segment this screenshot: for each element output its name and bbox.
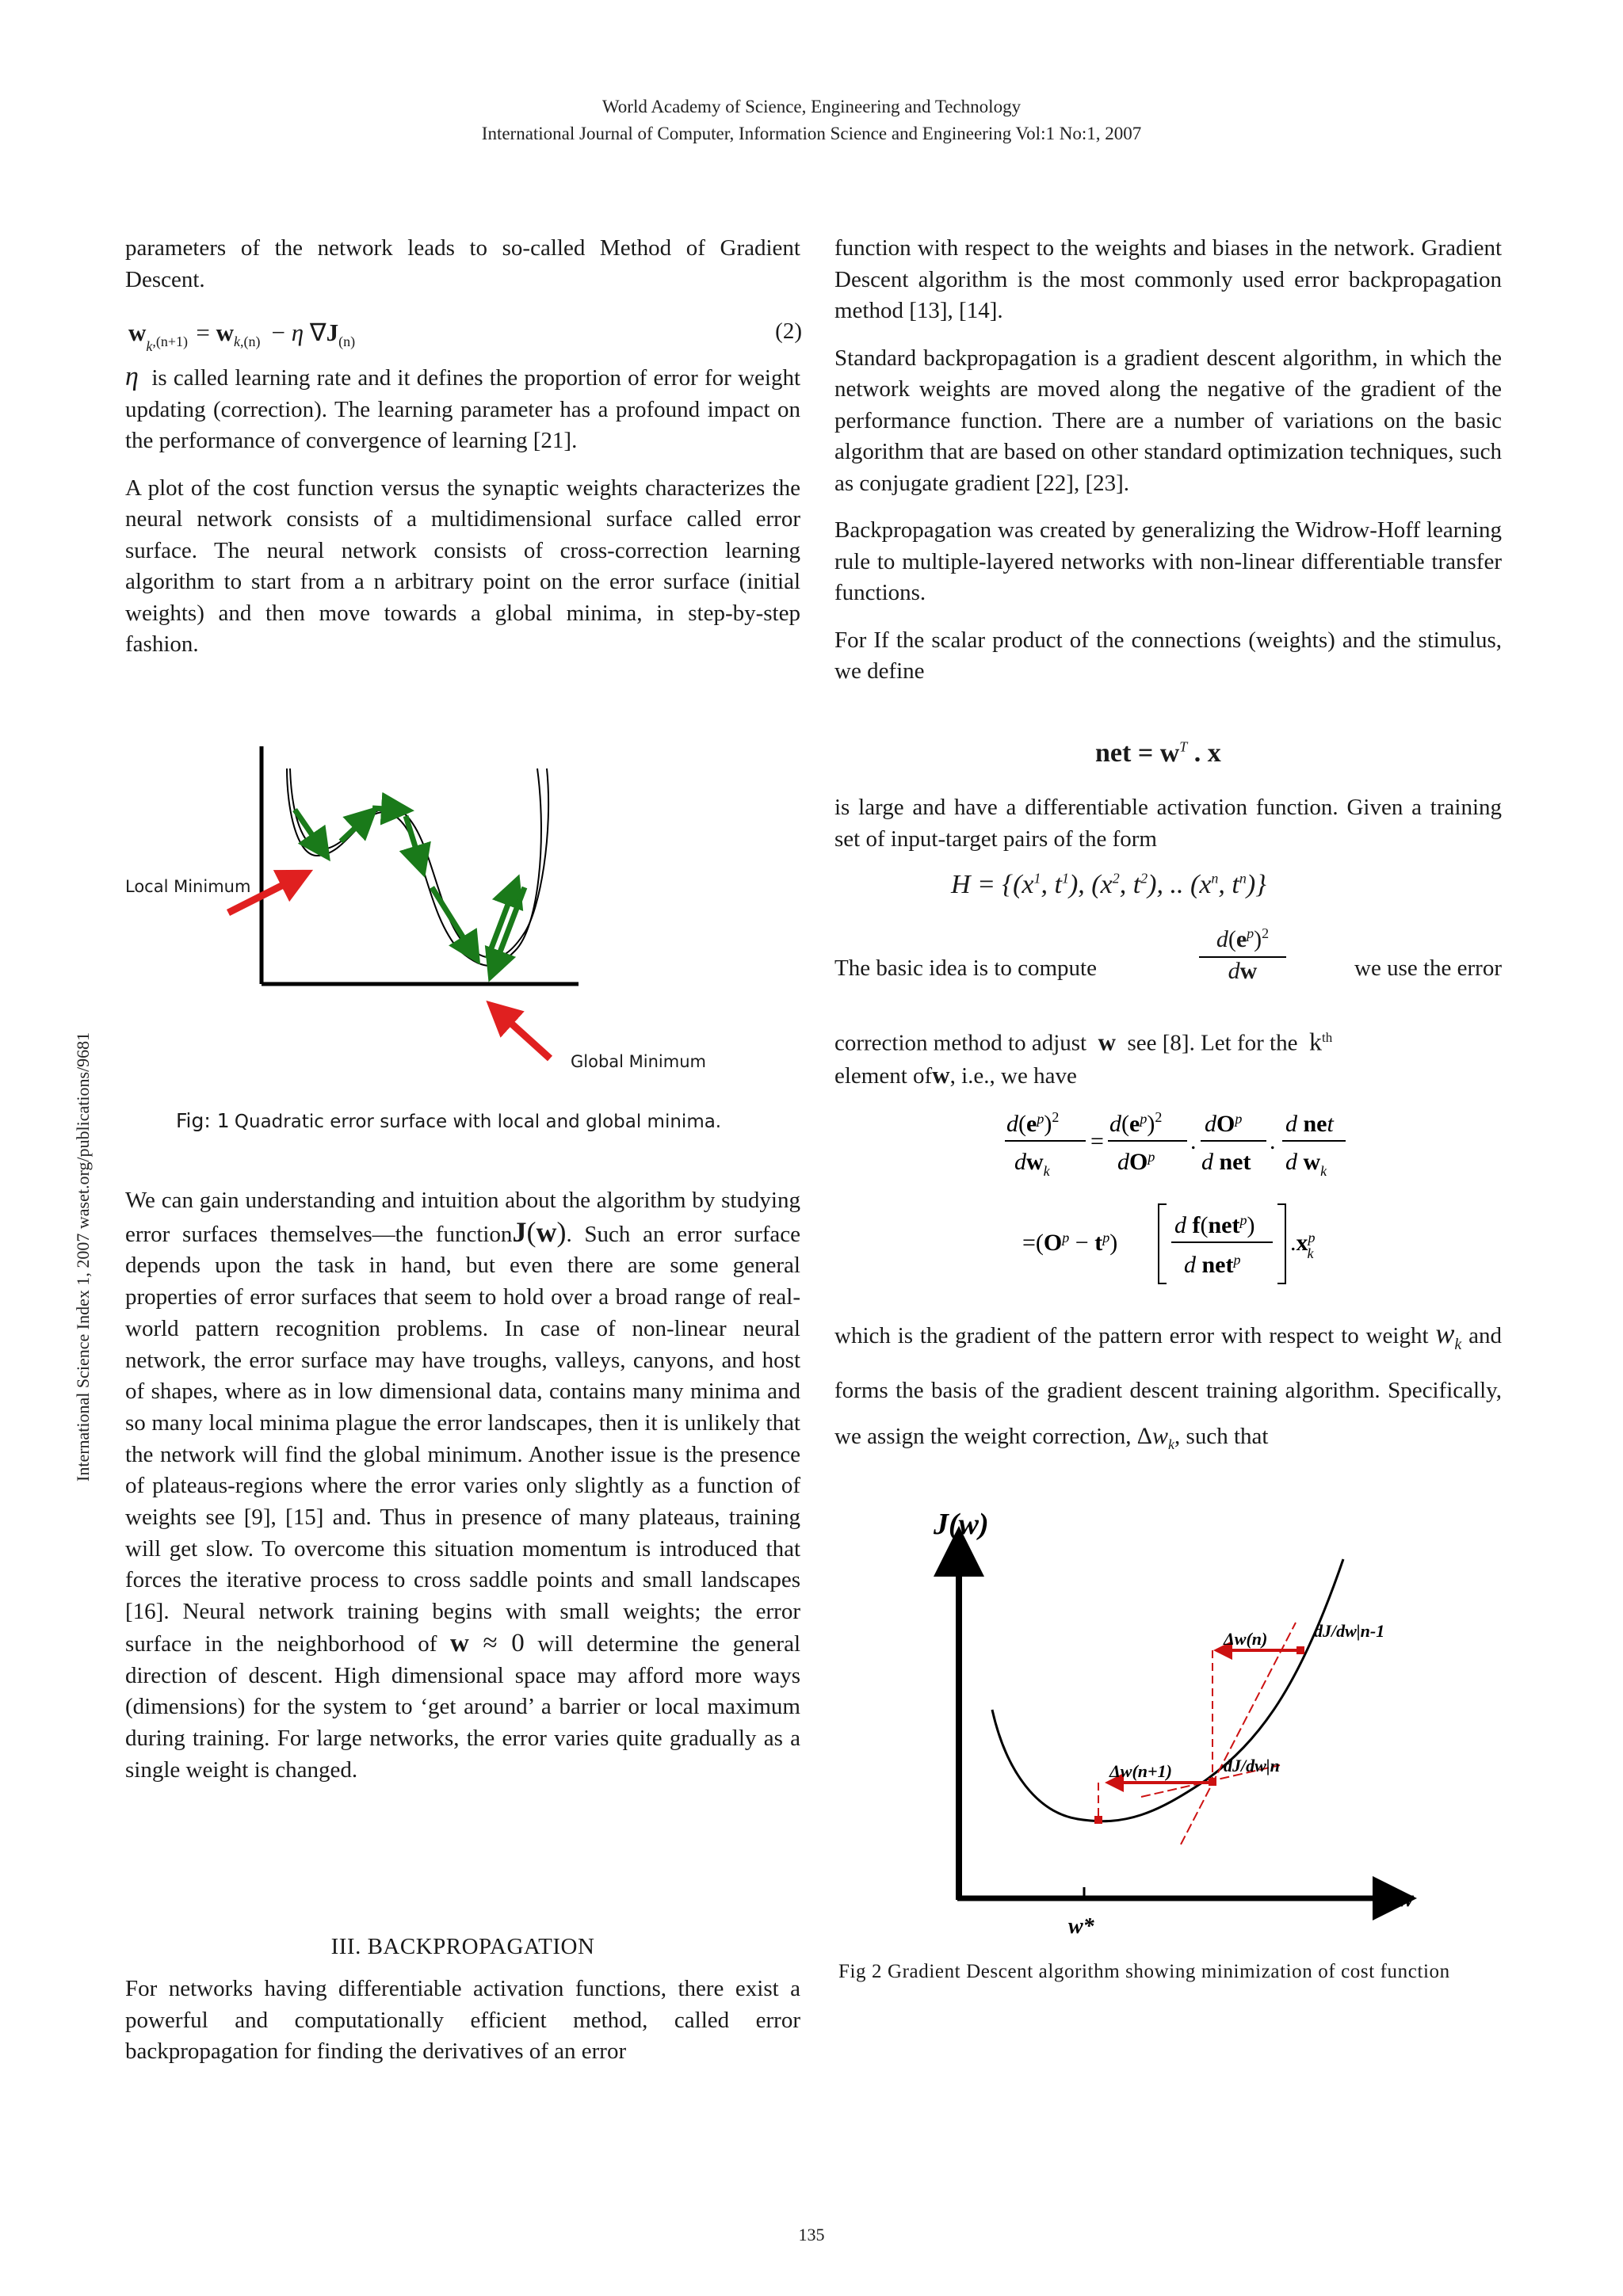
svg-text:d net: d net xyxy=(1285,1111,1334,1137)
text-run: We can gain understanding and intuition about the algorithm by studying error surfaces themselves—the function xyxy=(125,1188,800,1247)
journal-header-line1: World Academy of Science, Engineering and Technology xyxy=(601,97,1022,116)
paragraph-error-surface: We can gain understanding and intuition about the algorithm by studying error surfaces themselves—the functionJ(w). Such an error surface depends upon the task in hand, but even there are some general properties of error surfaces that seem to hold over a broad range of real-world pattern recognition problems. In case of non-linear neural network, the error surface may have troughs, valleys, canyons, and host of shapes, where as in low dimensional data, contains many minima and so many local minima plague the error landscapes, then it is unlikely that the network will find the global minimum. Another issue is the presence of plateaus-regions where the error varies only slightly as a function of weights see [9], [15] and. Thus in presence of many plateaus, training will get slow. To overcome this situation momentum is introduced that forces the iterative process to cross saddle points and small landscapes [16]. Neural network training begins with small weights; the error surface in the neighborhood of w ≈ 0 will determine the general direction of descent. High dimensional space may afford more ways (dimensions) for the system to ‘get around’ a barrier or local maximum during training. For large networks, the error varies quite gradually as a single weight is changed. xyxy=(125,1188,801,1783)
svg-text:=(Op − tp): $=(O^p - t^p)$ xyxy=(1022,1230,1118,1256)
svg-text:d(ep)2: $d(e^p)^2$ xyxy=(1109,1109,1163,1137)
fig2-delta-n: Δw(n) xyxy=(1224,1629,1268,1649)
svg-text:dOp: $dO^p$ xyxy=(1205,1111,1243,1137)
figure-2-gradient-descent xyxy=(919,1496,1458,1939)
correction-line: correction method to adjust w see [8]. Let for the $k^{th}$ element ofw, i.e., we have xyxy=(834,1027,1333,1089)
fig1-local-min-label: Local Minimum xyxy=(125,877,251,896)
text-run: which is the gradient of the pattern error with respect to weight xyxy=(834,1323,1429,1348)
paragraph-eta: η is called learning rate and it defines the proportion of error for weight updating (correction). The learning parameter has a profound impact on the performance of convergence of learning [21]. xyxy=(125,362,801,453)
page-number: 135 xyxy=(798,2225,825,2245)
left-column xyxy=(125,233,800,311)
svg-text:d(ep)2: $d(e^p)^2$ xyxy=(1006,1109,1060,1137)
fig2-x-label: w xyxy=(1398,1886,1415,1912)
svg-text:.: . xyxy=(1190,1128,1197,1154)
fig1-caption-label: Fig: 1 xyxy=(176,1109,230,1132)
journal-header-line2: International Journal of Computer, Information Science and Engineering Vol:1 No:1, 2007 xyxy=(481,124,1142,143)
fig1-global-min-label: Global Minimum xyxy=(571,1052,706,1071)
svg-text:.: . xyxy=(1270,1128,1276,1154)
fig1-caption-text: Quadratic error surface with local and global minima. xyxy=(234,1112,722,1132)
text-run: , i.e., we have xyxy=(949,1063,1077,1089)
fig2-y-label: J(w) xyxy=(934,1508,989,1541)
fraction-dep-dw: $d(e^p)^2$ dw xyxy=(1199,925,1286,985)
fig2-wstar-label: w* xyxy=(1068,1914,1094,1939)
fig1-step-arrow xyxy=(372,808,398,810)
svg-text:d f(netp): d f(net$^p$) xyxy=(1174,1212,1255,1238)
equation-net: net = $w^T$ . x xyxy=(1095,738,1221,768)
paragraph: For networks having differentiable activation functions, there exist a powerful and computationally efficient method, called error backpropagation for finding the derivatives of an error xyxy=(125,1976,800,2064)
text-run: , such that xyxy=(1174,1424,1269,1450)
fig2-point xyxy=(1094,1816,1102,1824)
side-note-text: International Science Index 1, 2007 waset.org/publications/9681 xyxy=(73,1032,93,1482)
svg-text:d wk: d $w_k$ xyxy=(1285,1149,1327,1179)
section-heading: III. BACKPROPAGATION xyxy=(330,1934,595,1959)
text-run: see [8]. Let for the xyxy=(1127,1030,1298,1056)
text-run: correction method to adjust xyxy=(834,1030,1087,1056)
right-column xyxy=(834,233,1502,704)
fig1-caption xyxy=(176,1109,721,1133)
left-column-final xyxy=(125,1974,800,2084)
svg-text:=: = xyxy=(1090,1128,1104,1154)
svg-text:dwk: $dw_k$ xyxy=(1014,1149,1050,1179)
equation-number: (2) xyxy=(775,318,802,344)
fig2-delta-n1: Δw(n+1) xyxy=(1109,1761,1172,1781)
paragraph: Standard backpropagation is a gradient descent algorithm, in which the network weights are moved along the negative of the gradient of the performance function. There are a number of variations on the basic algorithm that are based on other standard optimization techniques, such as conjugate gradient [22], [23]. xyxy=(834,345,1502,496)
paragraph: For If the scalar product of the connections (weights) and the stimulus, we define xyxy=(834,627,1502,684)
text-run: and forms the basis of the gradient descent training algorithm. Specifically, we assign the weight correction, xyxy=(834,1323,1502,1450)
paragraph: Backpropagation was created by generalizing the Widrow-Hoff learning rule to multiple-layered networks with non-linear differentiable transfer functions. xyxy=(834,517,1502,605)
fig1-global-min-pointer xyxy=(499,1013,550,1058)
text-run: we use the error xyxy=(1354,955,1502,981)
fig2-slope-n: dJ/dw|n xyxy=(1224,1756,1280,1775)
left-column-cont xyxy=(125,361,800,677)
right-column-2 xyxy=(834,792,1502,871)
left-column-lower xyxy=(125,1185,800,1802)
paragraph: A plot of the cost function versus the synaptic weights characterizes the neural network consists of a multidimensional surface called error surface. The neural network consists of cross-correction learning algorithm to start from a n arbitrary point on the error surface (initial weights) and then move towards a global minima, in step-by-step fashion. xyxy=(125,475,800,657)
svg-text:d netp: d net$^p$ xyxy=(1184,1252,1241,1278)
text-run: element of xyxy=(834,1063,933,1089)
equation-chain-rule xyxy=(991,1103,1387,1293)
text-run: will determine the general direction of descent. High dimensional space may afford more ways (dimensions) for the system to ‘get around’ a barrier or local maximum during training. For large networks, the error varies quite gradually as a single weight is changed. xyxy=(125,1630,801,1783)
fig1-step-arrow xyxy=(341,818,366,841)
fig1-curve-a xyxy=(287,769,541,966)
paragraph-gradient: which is the gradient of the pattern error with respect to weight $w_k$ and forms the basis of the gradient descent training algorithm. Specifically, we assign the weight correction, $\Delta w_k$, such that xyxy=(834,1318,1502,1453)
svg-text:d net: d net xyxy=(1201,1149,1251,1175)
fig2-caption: Fig 2 Gradient Descent algorithm showing minimization of cost function xyxy=(838,1961,1450,1982)
paragraph: function with respect to the weights and biases in the network. Gradient Descent algorithm is the most commonly used error backpropagation method [13], [14]. xyxy=(834,235,1502,323)
figure-1-error-surface xyxy=(119,737,808,1070)
paragraph-eta-text: is called learning rate and it defines the proportion of error for weight updating (correction). The learning parameter has a profound impact on the performance of convergence of learning [21]. xyxy=(125,365,801,453)
fig2-slope-n1: dJ/dw|n-1 xyxy=(1314,1621,1385,1641)
paragraph: is large and have a differentiable activation function. Given a training set of input-target pairs of the form xyxy=(834,795,1502,852)
compute-line xyxy=(834,953,1502,985)
paragraph: parameters of the network leads to so-called Method of Gradient Descent. xyxy=(125,235,800,292)
text-run: Such an error surface depends upon the task in hand, but even there are some general properties of error surfaces that seem to hold over a broad range of real-world pattern recognition problems. In case of non-linear neural network, the error surface may have troughs, valleys, canyons, and host of shapes, where as in low dimensional data, contains many minima and so many local minima plague the error landscapes, then it is unlikely that the network will find the global minimum. Another issue is the presence of plateaus-regions where the error varies only slightly as a function of weights see [9], [15] and. Thus in presence of many plateaus, training will get slow. To overcome this situation momentum is introduced that forces the iterative process to cross saddle points and small landscapes [16]. Neural network training begins with small weights; the error surface in the neighborhood of xyxy=(125,1221,800,1657)
equation-training-set: $H = \{(x^1$, $t^1$), ($x^2$, $t^2$), .. ($x^n$, $t^n$)} xyxy=(951,870,1266,899)
svg-text:dOp: $dO^p$ xyxy=(1117,1149,1155,1175)
text-run: The basic idea is to compute xyxy=(834,955,1097,981)
equation-2: $w_{k,(n+1)}$ = $w_{k,(n)} - \eta$ $\nabla J_{(n)}$ (2) xyxy=(128,318,802,355)
svg-text:.xpk: $.x^p$ k xyxy=(1290,1230,1316,1261)
